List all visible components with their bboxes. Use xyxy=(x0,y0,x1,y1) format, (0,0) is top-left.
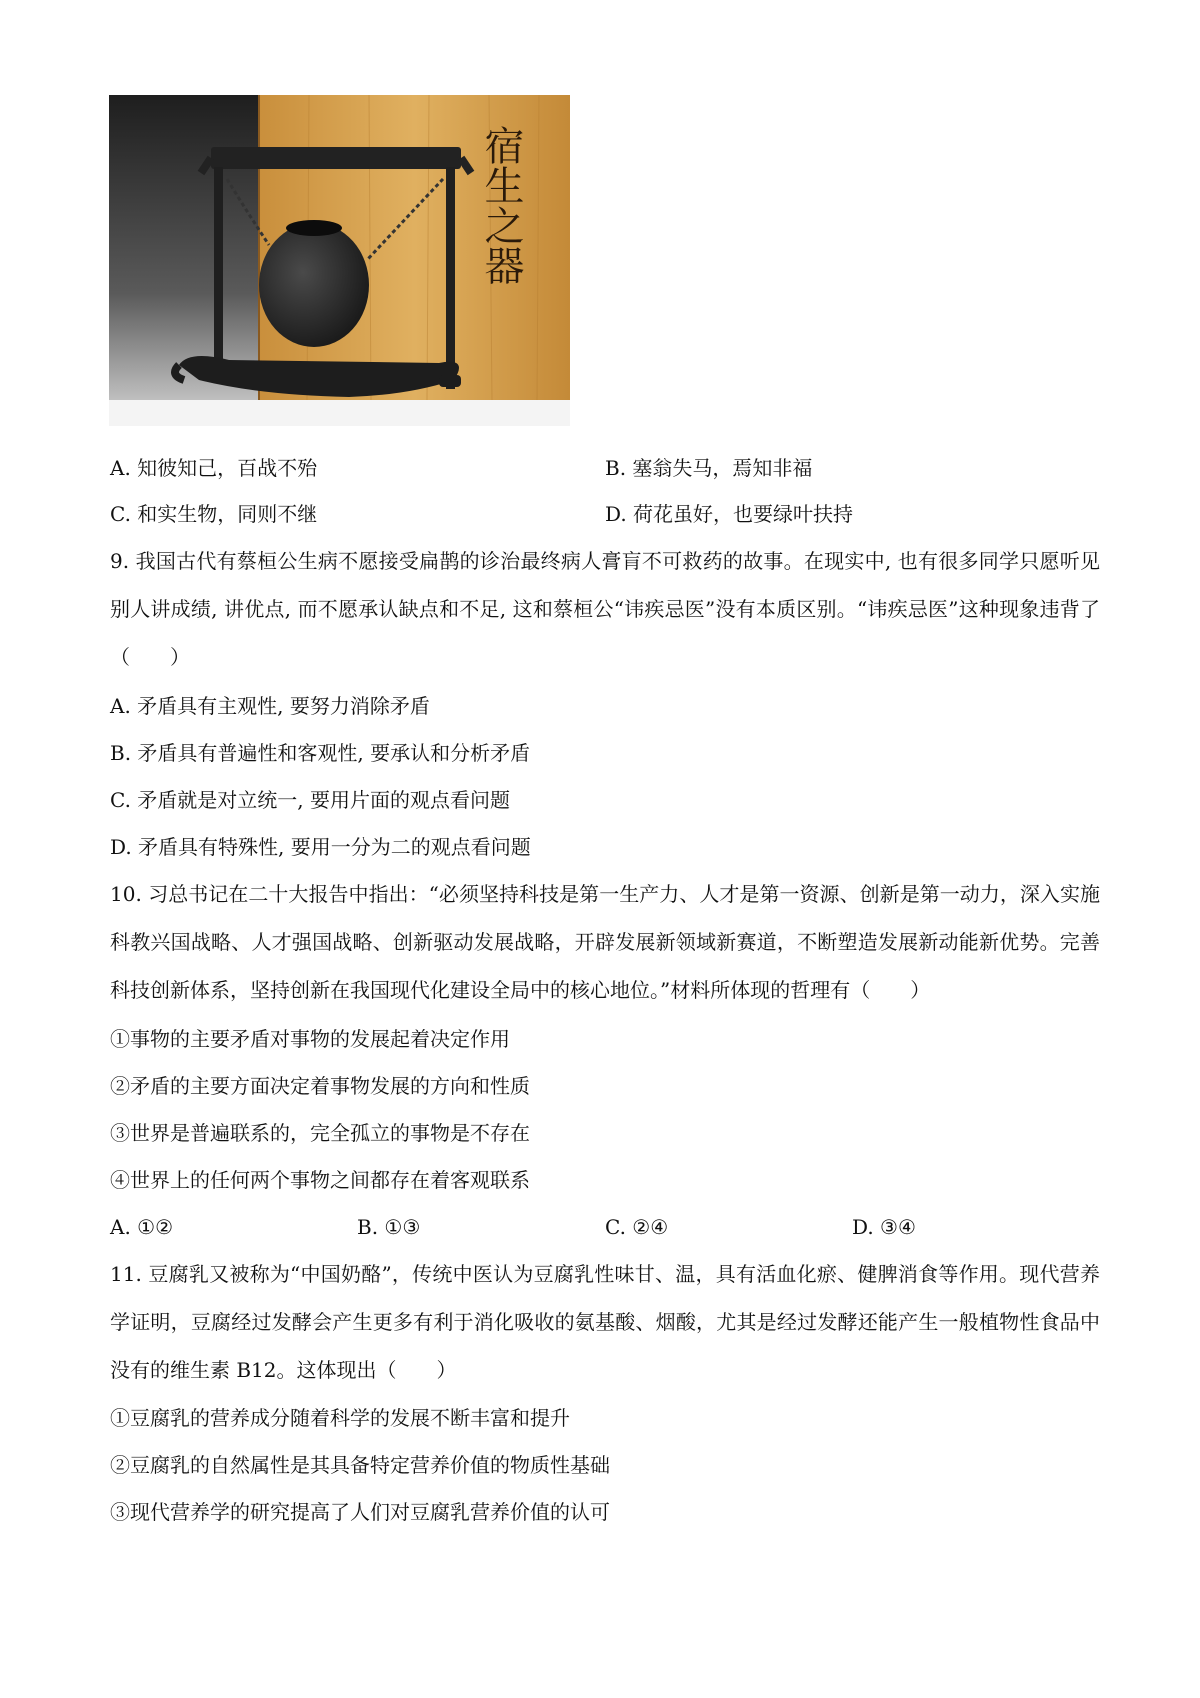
q10-item-3: ③世界是普遍联系的，完全孤立的事物是不存在 xyxy=(110,1121,530,1145)
q8-option-b: B. 塞翁失马，焉知非福 xyxy=(605,456,813,480)
q10-item-4: ④世界上的任何两个事物之间都存在着客观联系 xyxy=(110,1168,530,1192)
stand-top-bar xyxy=(211,147,461,169)
q10-option-a: A. ①② xyxy=(110,1215,174,1239)
stand-right-leg xyxy=(446,167,455,389)
q10-item-2: ②矛盾的主要方面决定着事物发展的方向和性质 xyxy=(110,1074,530,1098)
q9-option-d: D. 矛盾具有特殊性, 要用一分为二的观点看问题 xyxy=(110,835,531,859)
q11-stem: 11. 豆腐乳又被称为“中国奶酪”，传统中医认为豆腐乳性味甘、温，具有活血化瘀、健脾消食等作用。现代营养学证明，豆腐经过发酵会产生更多有利于消化吸收的氨基酸、烟酸，尤其是经过发酵还能产生一般植物性食品中没有的维生素 B12。这体现出（ ） xyxy=(110,1262,1100,1382)
q10-option-b: B. ①③ xyxy=(357,1215,421,1239)
q8-option-d: D. 荷花虽好，也要绿叶扶持 xyxy=(605,502,854,526)
q9-option-b: B. 矛盾具有普遍性和客观性, 要承认和分析矛盾 xyxy=(110,741,531,765)
q8-option-c: C. 和实生物，同则不继 xyxy=(110,502,318,526)
q10-option-c: C. ②④ xyxy=(605,1215,669,1239)
hanging-iron-vessel-illustration xyxy=(109,95,570,426)
q10-stem: 10. 习总书记在二十大报告中指出：“必须坚持科技是第一生产力、人才是第一资源、创新是第一动力，深入实施科教兴国战略、人才强国战略、创新驱动发展战略，开辟发展新领域新赛道，不断塑造发展新动能新优势。完善科技创新体系，坚持创新在我国现代化建设全局中的核心地位。”材料所体现的哲理有（ ） xyxy=(110,882,1100,1002)
q10-item-1: ①事物的主要矛盾对事物的发展起着决定作用 xyxy=(110,1027,510,1051)
q8-option-a: A. 知彼知己，百战不殆 xyxy=(110,456,318,480)
q9-option-c: C. 矛盾就是对立统一, 要用片面的观点看问题 xyxy=(110,788,511,812)
q11-item-1: ①豆腐乳的营养成分随着科学的发展不断丰富和提升 xyxy=(110,1406,570,1430)
question-figure xyxy=(109,95,570,426)
iron-pot xyxy=(259,223,369,347)
q9-stem: 9. 我国古代有蔡桓公生病不愿接受扁鹊的诊治最终病人膏肓不可救药的故事。在现实中, 也有很多同学只愿听见别人讲成绩, 讲优点, 而不愿承认缺点和不足, 这和蔡桓公“讳疾忌医”没有本质区别。“讳疾忌医”这种现象违背了（ ） xyxy=(110,549,1100,669)
q10-option-d: D. ③④ xyxy=(852,1215,916,1239)
box-inscription: 宿生之器 xyxy=(478,125,524,285)
q11-item-3: ③现代营养学的研究提高了人们对豆腐乳营养价值的认可 xyxy=(110,1500,610,1524)
q9-option-a: A. 矛盾具有主观性, 要努力消除矛盾 xyxy=(110,694,430,718)
stand-left-leg xyxy=(214,167,223,377)
q11-item-2: ②豆腐乳的自然属性是其具备特定营养价值的物质性基础 xyxy=(110,1453,610,1477)
